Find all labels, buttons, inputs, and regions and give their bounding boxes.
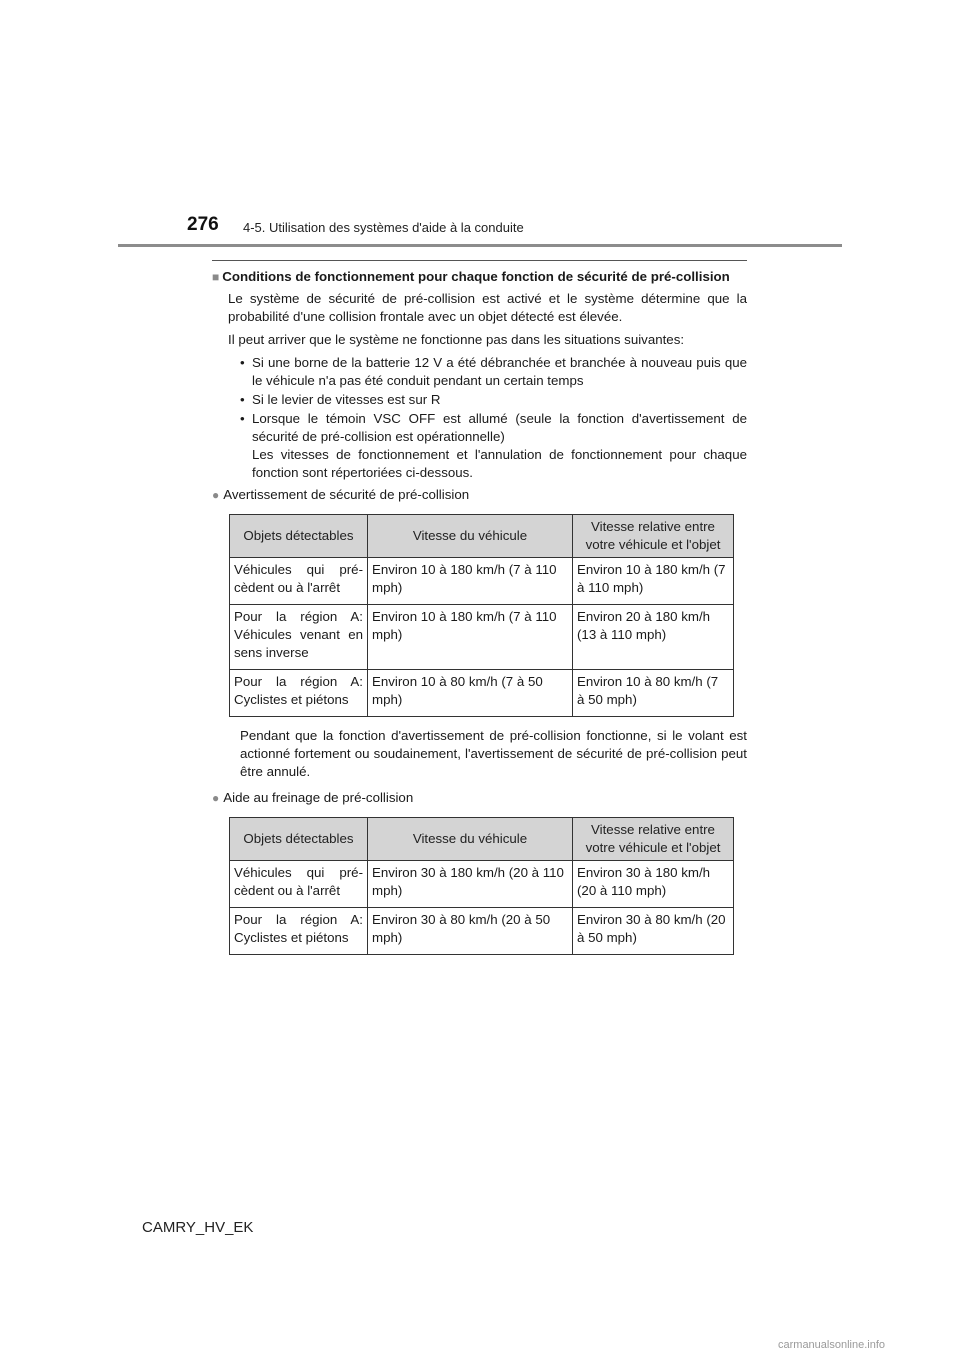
warning-table [229,514,734,717]
table-row [230,861,734,908]
main-content [212,268,747,955]
circle-bullet-icon: ● [212,488,220,502]
bullet-icon: • [240,411,245,426]
column-header: Vitesse du véhicule [368,818,573,861]
table-cell: Environ 10 à 80 km/h (7 à 50 mph) [368,670,573,717]
brake-table [229,817,734,955]
square-bullet-icon: ■ [212,270,220,284]
table-row [230,558,734,605]
table-cell: Pour la région A: Cyclistes et piétons [230,670,368,717]
table-cell: Environ 20 à 180 km/h (13 à 110 mph) [573,605,734,670]
page-number: 276 [187,214,219,235]
column-header: Objets détectables [230,818,368,861]
watermark: carmanualsonline.info [778,1339,886,1351]
circle-bullet-icon: ● [212,791,220,805]
table-cell: Pour la région A: Véhicules venant en sens inverse [230,605,368,670]
table-row [230,908,734,955]
warning-subheading: ● Avertissement de sécurité de pré-collision [212,487,470,502]
list-item: • Si le levier de vitesses est sur R [240,392,441,407]
bullet-continuation: Les vitesses de fonctionnement et l'annulation de fonctionnement pour chaque fonction sont répertoriées ci-dessous. [252,447,747,480]
table-row [230,605,734,670]
list-item: • Si une borne de la batterie 12 V a été débranchée et branchée à nouveau puis que le véhicule n'a pas été conduit pendant un certain temps [240,355,747,388]
table-cell: Environ 10 à 180 km/h (7 à 110 mph) [573,558,734,605]
bullet-icon: • [240,355,245,370]
brake-subheading: ● Aide au freinage de pré-collision [212,790,414,805]
lead-paragraph: Il peut arriver que le système ne fonctionne pas dans les situations suivantes: [228,332,685,347]
table-cell: Environ 30 à 80 km/h (20 à 50 mph) [368,908,573,955]
table-cell: Environ 30 à 180 km/h (20 à 110 mph) [368,861,573,908]
section-title-text: Conditions de fonctionnement pour chaque fonction de sécurité de pré-collision [222,269,730,284]
list-item: • Lorsque le témoin VSC OFF est allumé (seule la fonction d'avertissement de sécurité de pré-collision est opérationnelle) Les vitesses de fonctionnement et l'annulation de fonctionnement pour chaque fonction sont répertoriées ci-dessous. [240,411,747,480]
table-cell: Véhicules qui pré-cèdent ou à l'arrêt [230,861,368,908]
table-row [230,670,734,717]
column-header: Vitesse relative entre votre véhicule et l'objet [573,818,734,861]
conditions-list [228,354,747,482]
table-cell: Environ 10 à 80 km/h (7 à 50 mph) [573,670,734,717]
warning-note: Pendant que la fonction d'avertissement de pré-collision fonctionne, si le volant est actionné fortement ou soudainement, l'avertissement de sécurité de pré-collision peut être annulé. [240,728,747,779]
document-code: CAMRY_HV_EK [142,1219,254,1236]
column-header: Vitesse du véhicule [368,515,573,558]
table-header-row [230,818,734,861]
bullet-icon: • [240,392,245,407]
section-heading [212,268,747,286]
table-header-row [230,515,734,558]
table-cell: Environ 10 à 180 km/h (7 à 110 mph) [368,605,573,670]
table-cell: Environ 30 à 180 km/h (20 à 110 mph) [573,861,734,908]
intro-paragraph: Le système de sécurité de pré-collision est activé et le système détermine que la probabilité d'une collision frontale avec un objet détecté est élevée. [228,291,747,324]
chapter-title: 4-5. Utilisation des systèmes d'aide à la conduite [243,220,524,235]
table-cell: Véhicules qui pré-cèdent ou à l'arrêt [230,558,368,605]
section-divider [212,260,747,261]
column-header: Vitesse relative entre votre véhicule et l'objet [573,515,734,558]
table-cell: Environ 10 à 180 km/h (7 à 110 mph) [368,558,573,605]
table-cell: Pour la région A: Cyclistes et piétons [230,908,368,955]
column-header: Objets détectables [230,515,368,558]
header-divider [118,244,842,247]
table-cell: Environ 30 à 80 km/h (20 à 50 mph) [573,908,734,955]
